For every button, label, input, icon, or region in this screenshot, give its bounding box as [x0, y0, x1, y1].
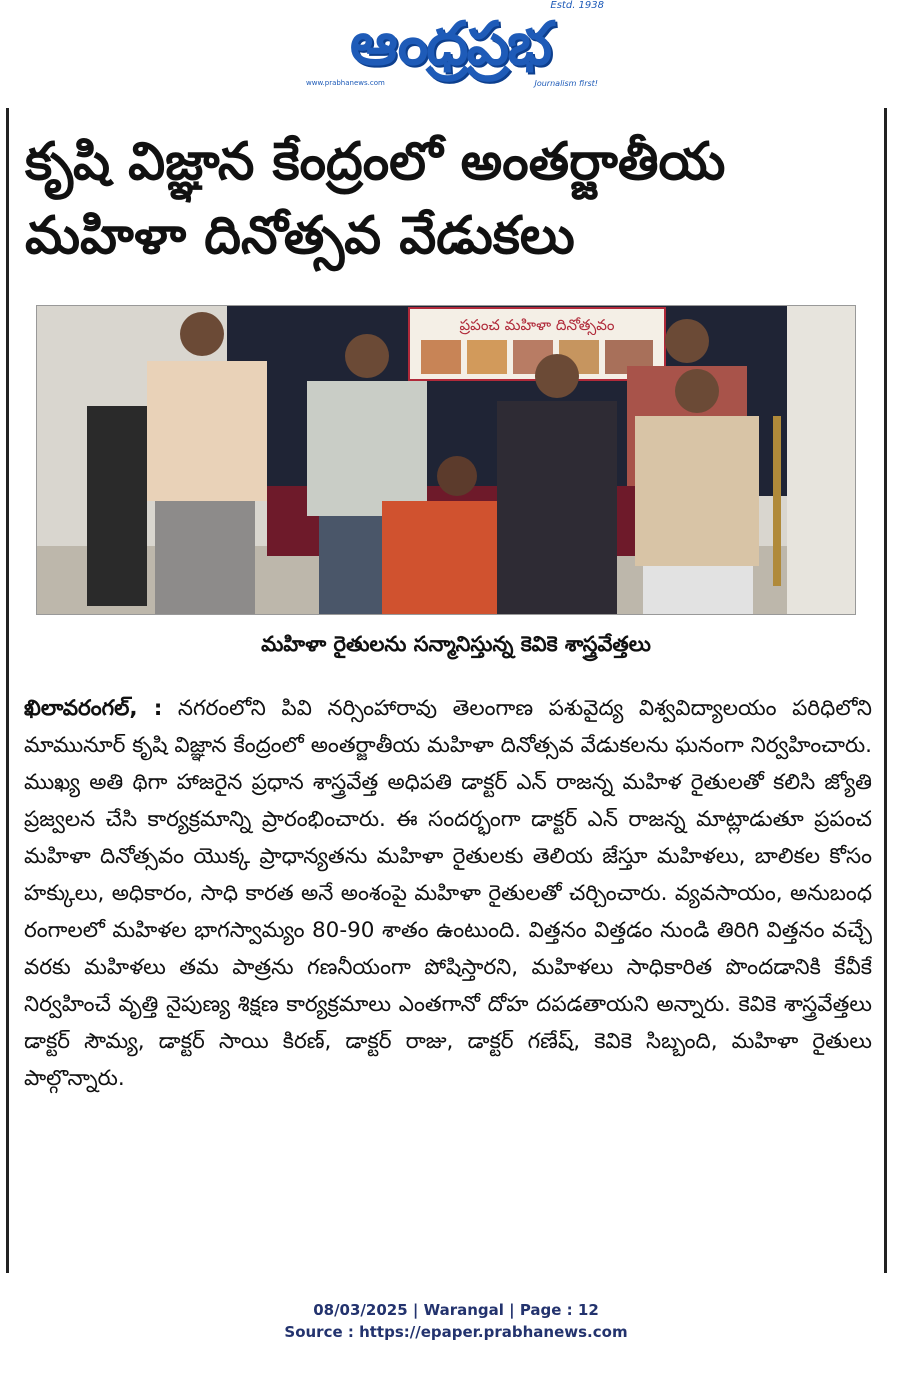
footer-source: Source : https://epaper.prabhanews.com	[284, 1323, 628, 1341]
article-dateline: ఖిలావరంగల్, :	[24, 696, 163, 721]
article-photo	[36, 305, 856, 615]
page-footer	[0, 1299, 912, 1343]
clipping-border-right	[884, 108, 887, 1273]
article-body-text: నగరంలోని పివి నర్సింహారావు తెలంగాణ పశువైద్య విశ్వవిద్యాలయం పరిధిలోని మామునూర్ కృషి విజ్ఞాన కేంద్రంలో అంతర్జాతీయ మహిళా దినోత్సవ వేడుకలను ఘనంగా నిర్వహించారు. ముఖ్య అతి థిగా హాజరైన ప్రధాన శాస్త్రవేత్త అధిపతి డాక్టర్ ఎన్ రాజన్న మహిళ రైతులతో కలిసి జ్యోతి ప్రజ్వలన చేసి కార్యక్రమాన్ని ప్రారంభించారు. ఈ సందర్భంగా డాక్టర్ ఎన్ రాజన్న మాట్లాడుతూ ప్రపంచ మహిళా దినోత్సవం యొక్క ప్రాధాన్యతను మహిళా రైతులకు తెలియ జేస్తూ మహిళలు, బాలికల కోసం హక్కులు, అధికారం, సాధి కారత అనే అంశంపై మహిళా రైతులతో చర్చించారు. వ్యవసాయం, అనుబంధ రంగాలలో మహిళల భాగస్వామ్యం 80-90 శాతం ఉంటుంది. విత్తనం విత్తడం నుండి తిరిగి విత్తనం వచ్చే వరకు మహిళలు తమ పాత్రను గణనీయంగా పోషిస్తారని, మహిళలు సాధికారిత పొందడానికి కేవీకే నిర్వహించే వృత్తి నైపుణ్య శిక్షణ కార్యక్రమాలు ఎంతగానో దోహ దపడతాయని అన్నారు. కెవికె శాస్త్రవేత్తలు డాక్టర్ సౌమ్య, డాక్టర్ సాయి కిరణ్, డాక్టర్ రాజు, డాక్టర్ గణేష్, కెవికె సిబ్బంది, మహిళా రైతులు పాల్గొన్నారు.	[24, 696, 872, 1091]
clipping-border-left	[6, 108, 9, 1273]
article-headline: కృషి విజ్ఞాన కేంద్రంలో అంతర్జాతీయ మహిళా దినోత్సవ వేడుకలు	[25, 132, 726, 266]
photo-caption: మహిళా రైతులను సన్మానిస్తున్న కెవికె శాస్త్రవేత్తలు	[261, 632, 651, 656]
masthead-tagline: Journalism first!	[534, 79, 598, 88]
article-body	[24, 690, 872, 1097]
masthead-title: ఆంధ్రప్రభ	[349, 9, 551, 79]
footer-date-edition: 08/03/2025 | Warangal | Page : 12	[313, 1301, 599, 1319]
masthead-estd: Estd. 1938	[550, 0, 604, 11]
masthead-website: www.prabhanews.com	[306, 79, 385, 87]
masthead-logo	[300, 0, 612, 95]
photo-banner-text: ప్రపంచ మహిళా దినోత్సవం	[459, 316, 615, 334]
